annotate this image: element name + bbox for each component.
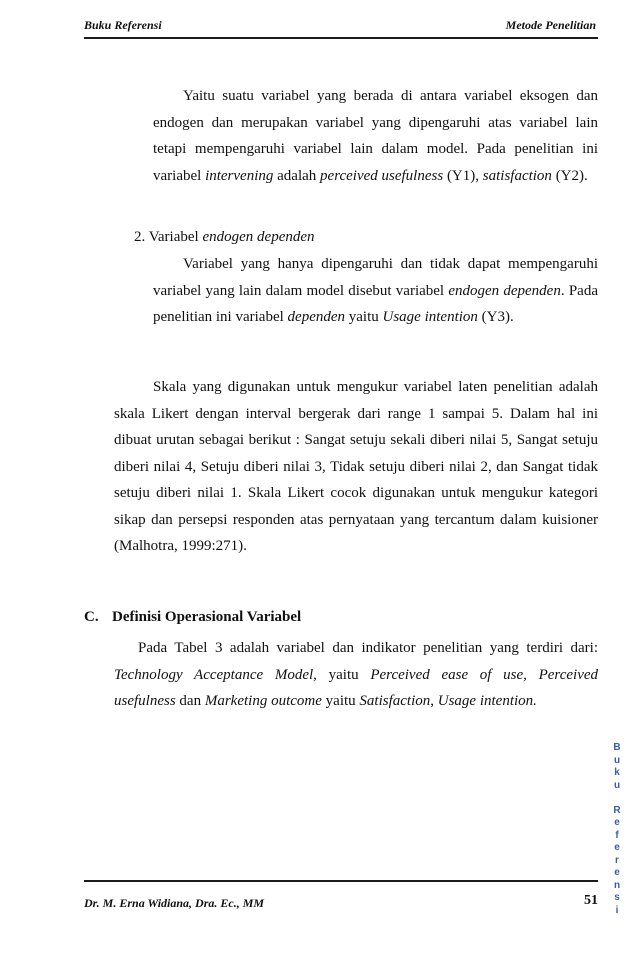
text: Perceived ease of use, Perceived usefulness	[114, 666, 599, 709]
side-tab-letter: e	[614, 842, 620, 853]
text: yaitu	[345, 309, 383, 325]
header-chapter-title: Metode Penelitian	[505, 18, 596, 32]
text: Marketing outcome	[204, 693, 322, 709]
section-label: C.	[84, 609, 99, 625]
side-tab-letter: k	[614, 767, 620, 778]
paragraph-operational-variables	[114, 635, 598, 715]
text: Usage intention	[382, 309, 478, 325]
text: Usage intention.	[437, 693, 537, 709]
text: ,	[430, 693, 438, 709]
side-tab-buku-referensi	[606, 742, 628, 917]
paragraph-endogen	[153, 251, 598, 331]
page-number: 51	[584, 893, 598, 908]
section-title: Definisi Operasional Variabel	[112, 609, 302, 625]
footer-author: Dr. M. Erna Widiana, Dra. Ec., MM	[84, 896, 265, 910]
text: dan	[175, 693, 205, 709]
paragraph-likert-scale: Skala yang digunakan untuk mengukur variabel laten penelitian adalah skala Likert dengan interval bergerak dari range 1 sampai 5. Dalam hal ini dibuat urutan sebagai berikut : Sangat setuju sekali diberi nilai 5, Sangat setuju diberi nilai 4, Setuju diberi nilai 3, Tidak setuju diberi nilai 2, dan Sangat tidak setuju diberi nilai 1. Skala Likert cocok digunakan untuk mengukur kategori sikap dan persepsi responden atas pernyataan yang tercantum dalam kuisioner (Malhotra, 1999:271).	[114, 379, 598, 554]
text: (Y1),	[443, 167, 483, 184]
text: Pada Tabel 3 adalah variabel dan indikator penelitian yang terdiri dari:	[138, 640, 598, 656]
header-divider	[84, 37, 598, 39]
text: endogen dependen	[202, 229, 315, 245]
side-tab-letter: n	[613, 879, 621, 891]
side-tab-letter: s	[614, 892, 620, 903]
header-book-title: Buku Referensi	[84, 18, 162, 32]
section-heading	[84, 609, 301, 626]
text: yaitu	[316, 666, 371, 683]
text: Satisfaction	[359, 693, 431, 709]
text: satisfaction	[482, 167, 552, 184]
list-item-endogen-dependen	[134, 224, 315, 251]
list-number: 2.	[134, 229, 146, 245]
text: (Y2).	[551, 167, 588, 184]
text: yaitu	[321, 693, 360, 709]
side-tab-letter: R	[613, 804, 621, 816]
footer-divider	[84, 880, 598, 882]
text: . Pada penelitian ini variabel	[153, 282, 598, 325]
text: Yaitu suatu variabel yang berada di antara variabel eksogen dan endogen dan merupakan variabel yang dipengaruhi atas variabel lain tetapi mempengaruhi variabel lain dalam model. Pada penelitian ini variabel	[153, 88, 598, 184]
side-tab-letter: e	[614, 817, 620, 828]
text: Variabel yang hanya dipengaruhi dan tidak dapat mempengaruhi variabel yang lain dalam model disebut variabel	[153, 256, 598, 299]
side-tab-letter: i	[615, 904, 619, 916]
text: intervening	[205, 167, 274, 184]
text: Variabel	[148, 229, 203, 245]
side-tab-letter: e	[614, 867, 620, 878]
text: dependen	[287, 309, 346, 325]
side-tab-letter: u	[613, 779, 621, 791]
paragraph-intervening	[153, 83, 598, 189]
text: (Y3).	[477, 309, 514, 325]
side-tab-letter: f	[615, 829, 619, 841]
side-tab-letter: u	[613, 754, 621, 766]
side-tab-letter: B	[613, 742, 621, 753]
text: Technology Acceptance Model,	[114, 666, 317, 683]
side-tab-letter	[606, 792, 628, 805]
text: perceived usefulness	[320, 167, 444, 184]
text: endogen dependen	[448, 282, 561, 299]
side-tab-letter: r	[615, 854, 619, 866]
text: adalah	[273, 167, 321, 184]
